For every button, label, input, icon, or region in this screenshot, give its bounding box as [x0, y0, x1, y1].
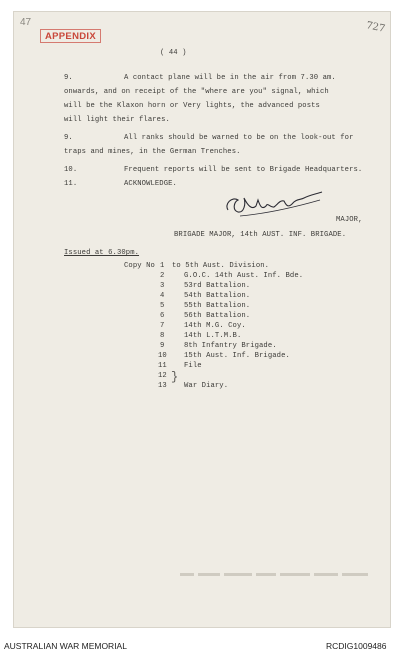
copy-number: 3 [160, 282, 165, 290]
copy-number: 4 [160, 292, 165, 300]
copy-recipient: 14th L.T.M.B. [184, 332, 242, 340]
order-line: All ranks should be warned to be on the look-out for [124, 134, 354, 142]
appendix-stamp: APPENDIX [40, 29, 101, 43]
bleed-through-marks [180, 570, 370, 580]
copy-number: 1 [160, 262, 165, 270]
order-line: A contact plane will be in the air from 7.30 am. [124, 74, 336, 82]
copy-recipient: 56th Battalion. [184, 312, 251, 320]
order-line: ACKNOWLEDGE. [124, 180, 177, 188]
copy-recipient: G.O.C. 14th Aust. Inf. Bde. [184, 272, 304, 280]
copy-number: 11 [158, 362, 167, 370]
pencil-number: 727 [365, 20, 387, 35]
copy-recipient: 53rd Battalion. [184, 282, 251, 290]
order-line: onwards, and on receipt of the "where are you" signal, which [64, 88, 329, 96]
order-number: 9. [64, 74, 73, 82]
copy-number: 8 [160, 332, 165, 340]
copy-number: 6 [160, 312, 165, 320]
copy-number: 10 [158, 352, 167, 360]
order-line: Frequent reports will be sent to Brigade Headquarters. [124, 166, 363, 174]
page-number: ( 44 ) [160, 49, 187, 57]
signature-title: BRIGADE MAJOR, 14th AUST. INF. BRIGADE. [174, 231, 347, 239]
footer-id: RCDIG1009486 [326, 641, 387, 651]
copy-recipient: 8th Infantry Brigade. [184, 342, 277, 350]
handwritten-signature [222, 186, 326, 220]
copy-number: 9 [160, 342, 165, 350]
copy-number: 7 [160, 322, 165, 330]
order-number: 10. [64, 166, 78, 174]
order-line: traps and mines, in the German Trenches. [64, 148, 241, 156]
copy-number: 2 [160, 272, 165, 280]
copy-recipient: 55th Battalion. [184, 302, 251, 310]
copy-recipient: 15th Aust. Inf. Brigade. [184, 352, 290, 360]
footer-source: AUSTRALIAN WAR MEMORIAL [4, 641, 127, 651]
copy-recipient: 14th M.G. Coy. [184, 322, 246, 330]
signature-rank: MAJOR, [336, 216, 363, 224]
copy-recipient: 54th Battalion. [184, 292, 251, 300]
order-line: will light their flares. [64, 116, 170, 124]
copy-recipient: War Diary. [184, 382, 229, 390]
copy-no-label: Copy No [124, 262, 155, 270]
order-line: will be the Klaxon horn or Very lights, the advanced posts [64, 102, 320, 110]
order-number: 11. [64, 180, 78, 188]
corner-number: 47 [20, 17, 32, 28]
copy-recipient: File [184, 362, 202, 370]
issued-time: Issued at 6.30pm. [64, 249, 140, 257]
copy-number: 12 [158, 372, 167, 380]
copy-number: 13 [158, 382, 167, 390]
order-number: 9. [64, 134, 73, 142]
brace-mark: } [171, 370, 179, 384]
copy-recipient: to 5th Aust. Division. [172, 262, 270, 270]
copy-number: 5 [160, 302, 165, 310]
